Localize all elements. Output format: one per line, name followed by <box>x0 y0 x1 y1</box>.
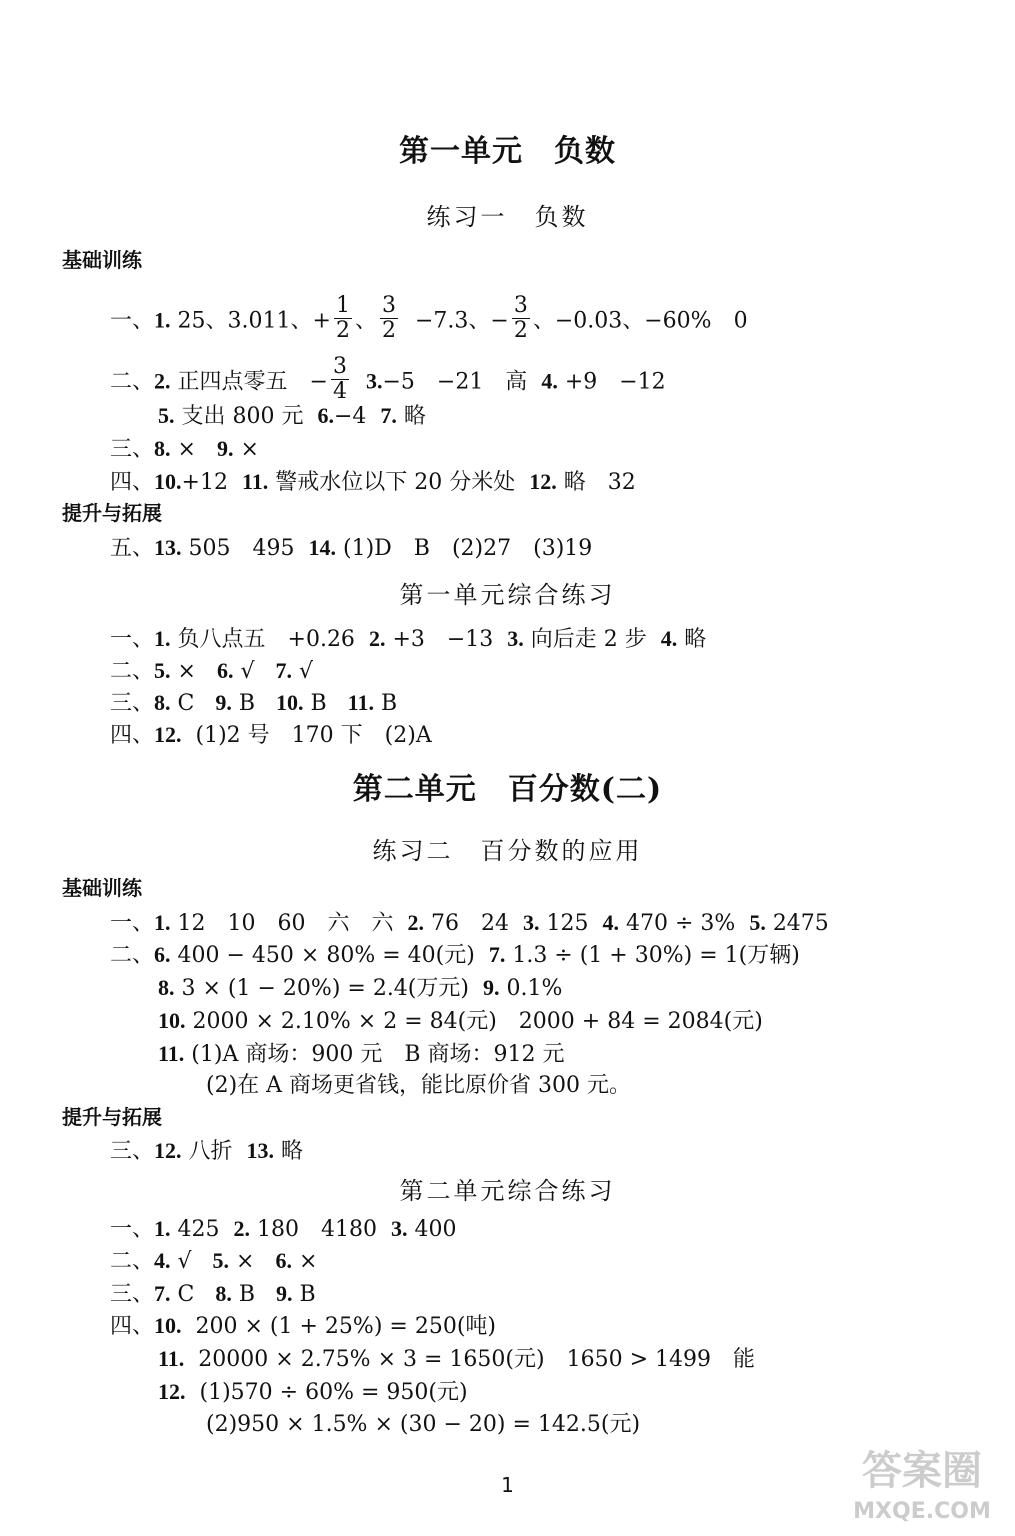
answer-line-3: 5. 支出 800 元 6.−4 7. 略 <box>158 403 426 429</box>
section-extension-1: 提升与拓展 <box>62 501 162 525</box>
ex2-line-6: (2)在 A 商场更省钱，能比原价省 300 元。 <box>206 1073 632 1098</box>
section-basic-training-1: 基础训练 <box>62 248 142 272</box>
comp2-line-1: 一、1. 425 2. 180 4180 3. 400 <box>110 1216 457 1242</box>
section-extension-2: 提升与拓展 <box>62 1105 162 1129</box>
watermark-bottom-text: MXQE.COM <box>853 1499 991 1524</box>
comp2-line-4: 四、10. 200 × (1 + 25%) = 250(吨) <box>110 1313 496 1339</box>
unit2-comprehensive-title: 第二单元综合练习 <box>399 1177 616 1205</box>
exercise1-title: 练习一 负数 <box>426 203 589 231</box>
ex2-line-7: 三、12. 八折 13. 略 <box>110 1138 304 1164</box>
comp2-line-7: (2)950 × 1.5% × (30 − 20) = 142.5(元) <box>206 1412 641 1437</box>
comp1-line-2: 二、5. × 6. √ 7. √ <box>110 658 313 684</box>
fraction-3-4: $\frac{3}{4}$ <box>332 354 347 404</box>
comp1-line-1: 一、1. 负八点五 +0.26 2. +3 −13 3. 向后走 2 步 4. 略 <box>110 626 707 652</box>
ex2-line-3: 8. 3 × (1 − 20%) = 2.4(万元) 9. 0.1% <box>158 975 563 1001</box>
unit1-comprehensive-title: 第一单元综合练习 <box>399 581 616 609</box>
fraction-3-2-b: $\frac{3}{2}$ <box>513 293 528 343</box>
watermark-logo <box>842 1432 1002 1528</box>
page-number: 1 <box>501 1473 514 1497</box>
ex2-line-1: 一、1. 12 10 60 六 六 2. 76 24 3. 125 4. 470 ÷ 3% 5. 2475 <box>110 910 829 936</box>
answer-line-5: 四、10.+12 11. 警戒水位以下 20 分米处 12. 略 32 <box>110 469 636 495</box>
fraction-3-2-a: $\frac{3}{2}$ <box>381 293 396 343</box>
comp2-line-3: 三、7. C 8. B 9. B <box>110 1281 316 1307</box>
ex2-line-4: 10. 2000 × 2.10% × 2 = 84(元) 2000 + 84 = 2084(元) <box>158 1008 763 1034</box>
comp1-line-3: 三、8. C 9. B 10. B 11. B <box>110 690 398 716</box>
comp1-line-4: 四、12. (1)2 号 170 下 (2)A <box>110 722 432 748</box>
comp2-line-2: 二、4. √ 5. × 6. × <box>110 1248 318 1274</box>
answer-line-6: 五、13. 505 495 14. (1)D B (2)27 (3)19 <box>110 535 593 561</box>
exercise2-title: 练习二 百分数的应用 <box>372 837 643 865</box>
ex2-line-5: 11. (1)A 商场：900 元 B 商场：912 元 <box>158 1041 565 1067</box>
comp2-line-6: 12. (1)570 ÷ 60% = 950(元) <box>158 1379 468 1405</box>
fraction-1-2: $\frac{1}{2}$ <box>335 293 350 343</box>
answer-line-2: 二、2. 正四点零五 − $\frac{3}{4}$ 3.−5 −21 高 4. +9 −12 <box>110 354 666 404</box>
unit1-title: 第一单元 负数 <box>399 134 616 169</box>
section-basic-training-2: 基础训练 <box>62 876 142 900</box>
answer-line-1: 一、1. 25、3.011、+ $\frac{1}{2}$ 、 $\frac{3}{2}$ −7.3、− $\frac{3}{2}$ 、−0.03、−60% 0 <box>110 293 748 343</box>
answer-line-4: 三、8. × 9. × <box>110 436 259 462</box>
comp2-line-5: 11. 20000 × 2.75% × 3 = 1650(元) 1650 > 1499 能 <box>158 1346 755 1372</box>
unit2-title: 第二单元 百分数(二) <box>352 772 663 807</box>
watermark-top-text: 答案圈 <box>862 1448 982 1494</box>
ex2-line-2: 二、6. 400 − 450 × 80% = 40(元) 7. 1.3 ÷ (1 + 30%) = 1(万辆) <box>110 942 800 968</box>
